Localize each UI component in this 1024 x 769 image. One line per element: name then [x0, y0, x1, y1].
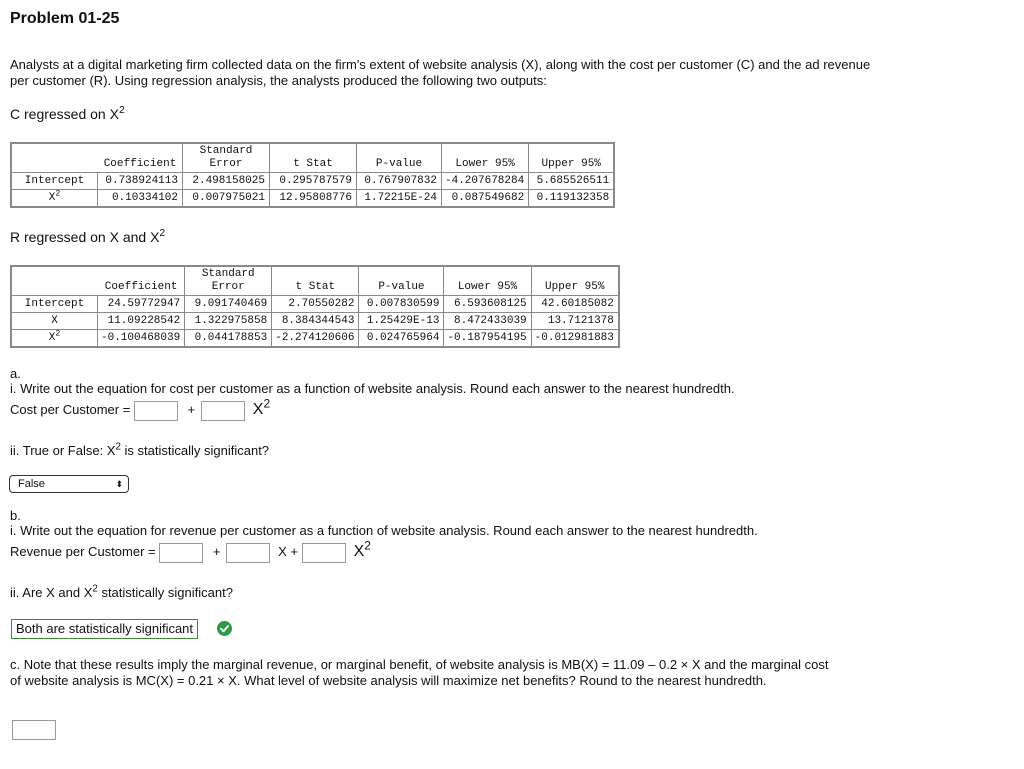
correct-check-icon	[217, 621, 232, 636]
part-c-question: c. Note that these results imply the marginal revenue, or marginal benefit, of website analysis is MB(X) = 11.09 – 0.2 × X and the marginal cost of website analysis is MC(X) = 0.21 × X. What level of website analysis will maximize net benefits? Round to the nearest hundredth.	[10, 657, 829, 688]
table-cell: 2.70550282	[272, 296, 359, 313]
row-label-x-squared: $X^2$	[12, 330, 98, 347]
col-header-upper-95: Upper 95%	[529, 144, 614, 173]
select-value: False	[18, 478, 45, 490]
table-cell: 24.59772947	[98, 296, 185, 313]
revenue-x-coefficient-input[interactable]	[226, 543, 270, 563]
table-cell: 0.295787579	[270, 173, 357, 190]
table-cell: 12.95808776	[270, 190, 357, 207]
check-mark-icon	[217, 621, 232, 636]
table-cell: 0.767907832	[357, 173, 442, 190]
col-header-t-stat: t Stat	[270, 144, 357, 173]
table-cell: 11.09228542	[98, 313, 185, 330]
regression-table-r	[10, 265, 620, 348]
table-cell: -0.100468039	[98, 330, 185, 347]
col-header-p-value: P-value	[357, 144, 442, 173]
table-cell: 8.384344543	[272, 313, 359, 330]
table-header-row	[12, 144, 614, 173]
part-a-question-1: i. Write out the equation for cost per customer as a function of website analysis. Round each answer to the nearest hundredth.	[10, 381, 735, 396]
cost-equation	[10, 396, 271, 421]
select-arrows-icon: ⬍	[115, 479, 123, 489]
revenue-equation	[10, 538, 371, 563]
part-b-question-1: i. Write out the equation for revenue per customer as a function of website analysis. Round each answer to the nearest hundredth.	[10, 523, 758, 538]
col-header-standard-error: Standard Error	[183, 144, 270, 173]
table-cell: 2.498158025	[183, 173, 270, 190]
cost-intercept-input[interactable]	[134, 401, 178, 421]
revenue-x-squared-coefficient-input[interactable]	[302, 543, 346, 563]
x-term: X +	[278, 544, 298, 559]
row-label-x-squared: $X^2$	[12, 190, 98, 207]
col-header-coefficient: Coefficient	[98, 144, 183, 173]
table-row	[12, 190, 614, 207]
table-cell: 0.10334102	[98, 190, 183, 207]
table-cell: 0.738924113	[98, 173, 183, 190]
problem-intro: Analysts at a digital marketing firm collected data on the firm's extent of website analysis (X), along with the cost per customer (C) and the ad revenue per customer (R). Using regression analysis, the analysts produced the following two outputs:	[10, 57, 871, 88]
col-header-t-stat: t Stat	[272, 267, 359, 296]
table-cell: 8.472433039	[444, 313, 531, 330]
cost-coefficient-input[interactable]	[201, 401, 245, 421]
revenue-equation-label: Revenue per Customer =	[10, 544, 156, 559]
table-cell: -4.207678284	[442, 173, 529, 190]
table-cell: 0.044178853	[185, 330, 272, 347]
table-row	[12, 173, 614, 190]
col-header-upper-95: Upper 95%	[532, 267, 619, 296]
col-header-p-value: P-value	[359, 267, 444, 296]
table-cell: 0.024765964	[359, 330, 444, 347]
x-squared-term: $X^2$	[353, 538, 371, 560]
net-benefit-answer-input[interactable]	[12, 720, 56, 740]
table-cell: 0.087549682	[442, 190, 529, 207]
table-cell: -0.012981883	[532, 330, 619, 347]
col-header-lower-95: Lower 95%	[442, 144, 529, 173]
table-cell: 42.60185082	[532, 296, 619, 313]
table-cell: 0.007830599	[359, 296, 444, 313]
significance-answer[interactable]: Both are statistically significant	[11, 619, 198, 639]
table2-label: R regressed on X and $X^2$	[10, 227, 166, 245]
cost-equation-label: Cost per Customer =	[10, 402, 131, 417]
part-b-question-2: ii. Are X and $X^2$ statistically significant?	[10, 583, 233, 600]
table-row	[12, 330, 619, 347]
table-row	[12, 296, 619, 313]
table-cell: 0.007975021	[183, 190, 270, 207]
table1-label: C regressed on $X^2$	[10, 104, 125, 122]
table-cell: 0.119132358	[529, 190, 614, 207]
table-cell: -2.274120606	[272, 330, 359, 347]
revenue-intercept-input[interactable]	[159, 543, 203, 563]
row-label-x: X	[12, 313, 98, 330]
table-cell: 1.25429E-13	[359, 313, 444, 330]
regression-table-c	[10, 142, 615, 208]
table-row	[12, 313, 619, 330]
col-header-lower-95: Lower 95%	[444, 267, 531, 296]
table-cell: 1.72215E-24	[357, 190, 442, 207]
plus-sign: +	[212, 544, 221, 559]
part-a-question-2: ii. True or False: $X^2$ is statistically significant?	[10, 441, 270, 458]
true-false-select[interactable]	[9, 475, 129, 493]
table-cell: 9.091740469	[185, 296, 272, 313]
col-header-standard-error: Standard Error	[185, 267, 272, 296]
page-title: Problem 01-25	[10, 10, 120, 27]
table-header-row	[12, 267, 619, 296]
table-cell: -0.187954195	[444, 330, 531, 347]
col-header-coefficient: Coefficient	[98, 267, 185, 296]
part-a-letter: a.	[10, 366, 21, 381]
table-cell: 13.7121378	[532, 313, 619, 330]
row-label-intercept: Intercept	[12, 173, 98, 190]
table-cell: 6.593608125	[444, 296, 531, 313]
plus-sign: +	[187, 402, 196, 417]
table-cell: 5.685526511	[529, 173, 614, 190]
part-b-letter: b.	[10, 508, 21, 523]
table-cell: 1.322975858	[185, 313, 272, 330]
row-label-intercept: Intercept	[12, 296, 98, 313]
x-squared-term: $X^2$	[252, 396, 271, 418]
